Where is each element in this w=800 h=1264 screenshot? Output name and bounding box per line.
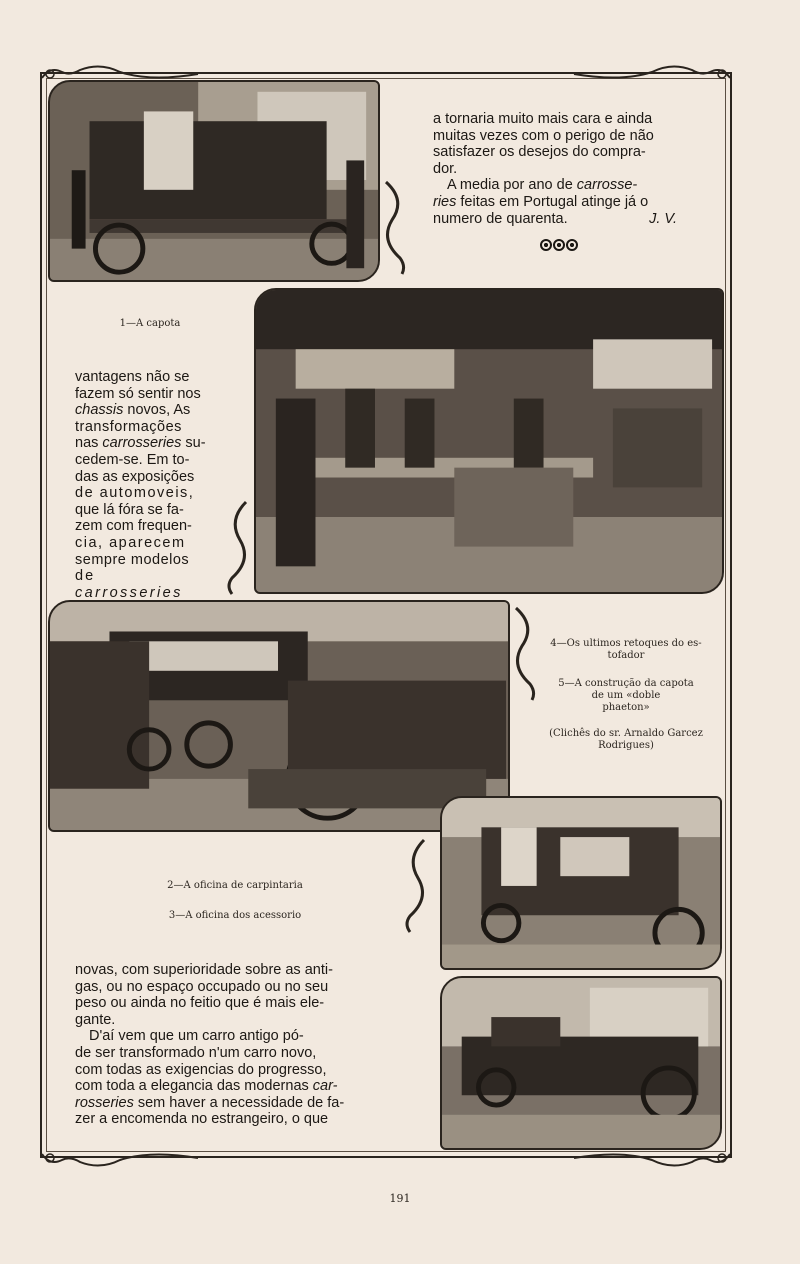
corner-ornament-bottom-right-icon xyxy=(572,1148,732,1168)
article-text-bottom xyxy=(75,962,383,1128)
text-line: dor. xyxy=(433,160,458,177)
text-line: zem com frequen- xyxy=(75,518,192,535)
swirl-ornament-icon xyxy=(382,180,408,276)
text-line: fazem só sentir nos xyxy=(75,385,201,402)
text-line: gas, ou no espaço occupado ou no seu xyxy=(75,978,329,995)
text-line: chassis novos, As xyxy=(75,402,191,419)
text-line: a tornaria muito mais cara e ainda xyxy=(433,111,653,127)
caption-2: 2—A oficina de carpintaria xyxy=(167,880,303,891)
page-number: 191 xyxy=(389,1192,411,1205)
signature: J. V. xyxy=(649,210,677,227)
text-line: transformações xyxy=(75,418,182,435)
article-text-top xyxy=(433,111,691,227)
text-line: vantagens não se xyxy=(75,369,190,385)
corner-ornament-bottom-left-icon xyxy=(40,1148,200,1168)
caption-5: 5—A construção da capota de um «doble phaeton» xyxy=(558,678,694,713)
text-line: muitas vezes com o perigo de não xyxy=(433,127,654,144)
photo-credit: (Clichês do sr. Arnaldo Garcez Rodrigues) xyxy=(549,728,703,751)
swirl-ornament-icon xyxy=(226,500,252,596)
caption-3: 3—A oficina dos acessorio xyxy=(168,910,302,921)
text-line: que lá fóra se fa- xyxy=(75,501,184,518)
photo-carpintaria xyxy=(254,288,724,594)
photo-doble-phaeton xyxy=(440,976,722,1150)
text-line: zer a encomenda no estrangeiro, o que xyxy=(75,1111,329,1128)
text-line: de carrosseries xyxy=(75,568,183,601)
text-line: cia, aparecem xyxy=(75,534,186,551)
photo-estofador xyxy=(440,796,722,970)
text-line: satisfazer os desejos do compra- xyxy=(433,144,646,161)
text-line: A media por ano de carrosse- xyxy=(447,177,638,194)
text-line: rosseries sem haver a necessidade de fa- xyxy=(75,1094,345,1111)
text-line: das as exposições xyxy=(75,468,195,485)
text-line: com todas as exigencias do progresso, xyxy=(75,1061,327,1078)
text-line: sempre modelos xyxy=(75,551,190,568)
text-line: ries feitas em Portugal atinge já o xyxy=(433,193,649,210)
text-line: com toda a elegancia das modernas car- xyxy=(75,1078,338,1095)
photo-acessorios xyxy=(48,600,510,832)
text-line: peso ou ainda no feitio que é mais ele- xyxy=(75,995,325,1012)
photo-capota xyxy=(48,80,380,282)
text-line: de ser transformado n'um carro novo, xyxy=(75,1044,317,1061)
swirl-ornament-icon xyxy=(404,838,430,934)
text-line: nas carrosseries su- xyxy=(75,435,206,452)
text-line: de automoveis, xyxy=(75,485,195,502)
caption-1: 1—A capota xyxy=(119,318,181,329)
text-line: novas, com superioridade sobre as anti- xyxy=(75,962,333,978)
caption-4: 4—Os ultimos retoques do es- tofador xyxy=(550,638,702,661)
text-line: D'aí vem que um carro antigo pó- xyxy=(89,1028,304,1045)
corner-ornament-top-right-icon xyxy=(572,64,732,84)
swirl-ornament-icon xyxy=(512,606,538,702)
section-end-ornament-icon xyxy=(540,236,579,255)
article-text-left xyxy=(75,369,208,601)
text-line: cedem-se. Em to- xyxy=(75,451,190,468)
text-line: gante. xyxy=(75,1011,116,1028)
text-line: numero de quarenta. J. V. xyxy=(433,211,691,228)
